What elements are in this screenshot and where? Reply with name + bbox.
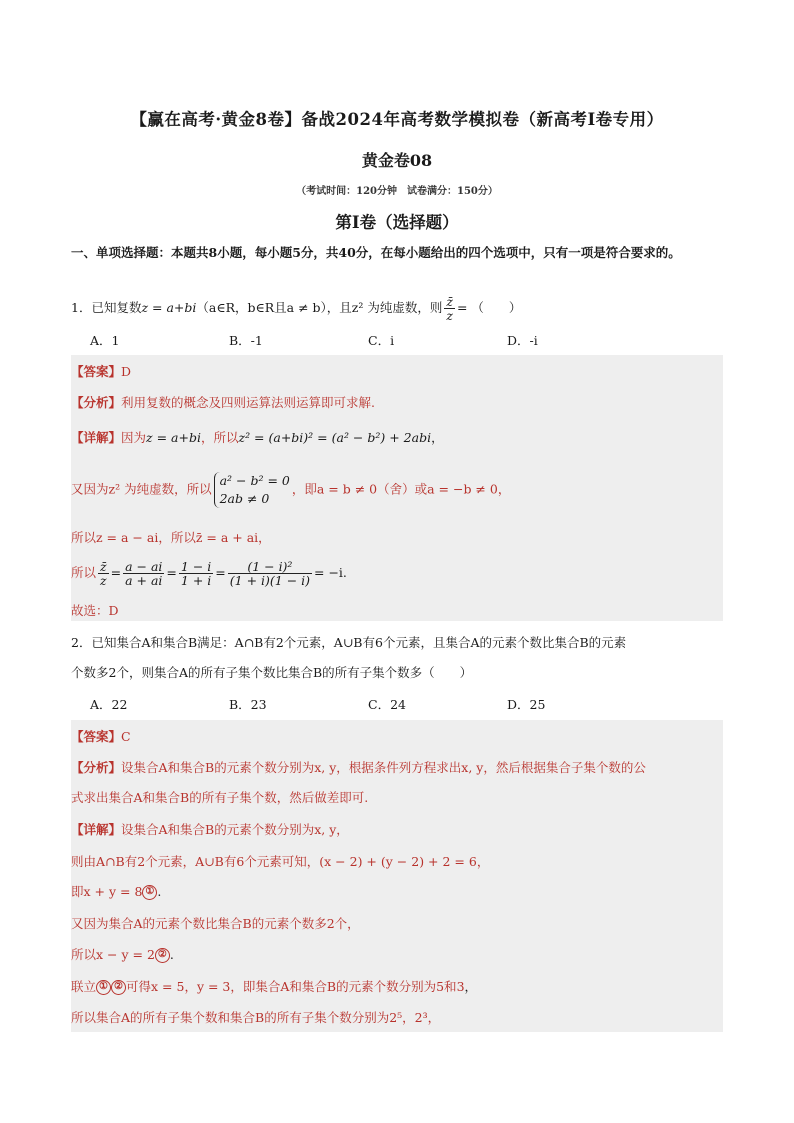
q1-option-c: C．i xyxy=(368,333,395,348)
q2-detail-line-6: 联立 ① ② 可得x = 5，y = 3，即集合A和集合B的元素个数分别为5和3， xyxy=(71,979,478,994)
q1-detail-line-2: 又因为z² 为纯虚数，所以 a² − b² = 0 2ab ≠ 0 ，即a = b ≠ 0（舍）或a = −b ≠ 0， xyxy=(71,473,511,506)
q2-options xyxy=(90,695,710,713)
q2-detail-line-2: 则由A∩B有2个元素，A∪B有6个元素可知，(x − 2) + (y − 2) + 2 = 6， xyxy=(71,854,490,869)
q1-conclusion: 故选：D xyxy=(71,603,119,618)
q1-answer: 【答案】D xyxy=(71,364,132,379)
q2-detail-line-3: 即x + y = 8 ① . xyxy=(71,884,162,899)
q1-stem: 1．已知复数z = a+bi（a∈R，b∈R且a ≠ b），且z² 为纯虚数，则 $\frac{z̄}{z}$ = （ ） xyxy=(71,294,522,323)
paper-subtitle: 黄金卷08 xyxy=(361,151,433,170)
q2-detail-line-7: 所以集合A的所有子集个数和集合B的所有子集个数分别为2⁵，2³， xyxy=(71,1010,441,1025)
q2-answer: 【答案】C xyxy=(71,729,131,744)
q2-option-a: A．22 xyxy=(90,697,128,712)
q2-detail-line-1: 【详解】设集合A和集合B的元素个数分别为x, y， xyxy=(71,822,349,837)
q2-option-c: C．24 xyxy=(368,697,406,712)
q1-detail-line-4: 所以 $\frac{z̄}{z}$ = $\frac{a - ai}{a + ai}$ = $\frac{1 - i}{1 + i}$ = $\frac{\text{(1 − i)²}}{(1 + i)(1 - i)}$ = −i. xyxy=(71,559,347,588)
q1-fraction: $\frac{z̄}{z}$ xyxy=(446,294,453,323)
q2-analysis-line-2: 式求出集合A和集合B的所有子集个数，然后做差即可. xyxy=(71,790,369,805)
q2-analysis-line-1: 【分析】设集合A和集合B的元素个数分别为x, y，根据条件列方程求出x, y，然后根据集合子集个数的公 xyxy=(71,760,646,775)
part-title: 第Ⅰ卷（选择题） xyxy=(335,213,459,232)
q2-detail-line-5: 所以x − y = 2 ② . xyxy=(71,947,174,962)
q2-detail-line-4: 又因为集合A的元素个数比集合B的元素个数多2个， xyxy=(71,916,360,931)
q1-option-a: A．1 xyxy=(90,333,120,348)
circled-two: ② xyxy=(155,948,170,963)
circled-one: ① xyxy=(142,885,157,900)
q1-detail-line-3: 所以z = a − ai，所以z̄ = a + ai， xyxy=(71,530,271,545)
q2-option-b: B．23 xyxy=(229,697,267,712)
q1-option-d: D．-i xyxy=(507,333,538,348)
document-title: 【赢在高考·黄金8卷】备战2024年高考数学模拟卷（新高考Ⅰ卷专用） xyxy=(130,110,664,129)
exam-info: （考试时间：120分钟 试卷满分：150分） xyxy=(296,186,498,197)
q2-stem-line-2: 个数多2个，则集合A的所有子集个数比集合B的所有子集个数多（ ） xyxy=(71,665,473,680)
q2-option-d: D．25 xyxy=(507,697,546,712)
q1-options xyxy=(90,331,710,349)
q1-detail-line-1: 【详解】因为z = a+bi，所以z² = (a+bi)² = (a² − b²) + 2abi， xyxy=(71,430,444,445)
q1-analysis: 【分析】利用复数的概念及四则运算法则运算即可求解. xyxy=(71,395,375,410)
q1-option-b: B．-1 xyxy=(229,333,263,348)
section-intro: 一、单项选择题：本题共8小题，每小题5分，共40分，在每小题给出的四个选项中，只有一项是符合要求的。 xyxy=(71,245,681,260)
q2-stem-line-1: 2．已知集合A和集合B满足：A∩B有2个元素，A∪B有6个元素，且集合A的元素个数比集合B的元素 xyxy=(71,635,627,650)
equation-system: a² − b² = 0 2ab ≠ 0 xyxy=(214,472,290,508)
